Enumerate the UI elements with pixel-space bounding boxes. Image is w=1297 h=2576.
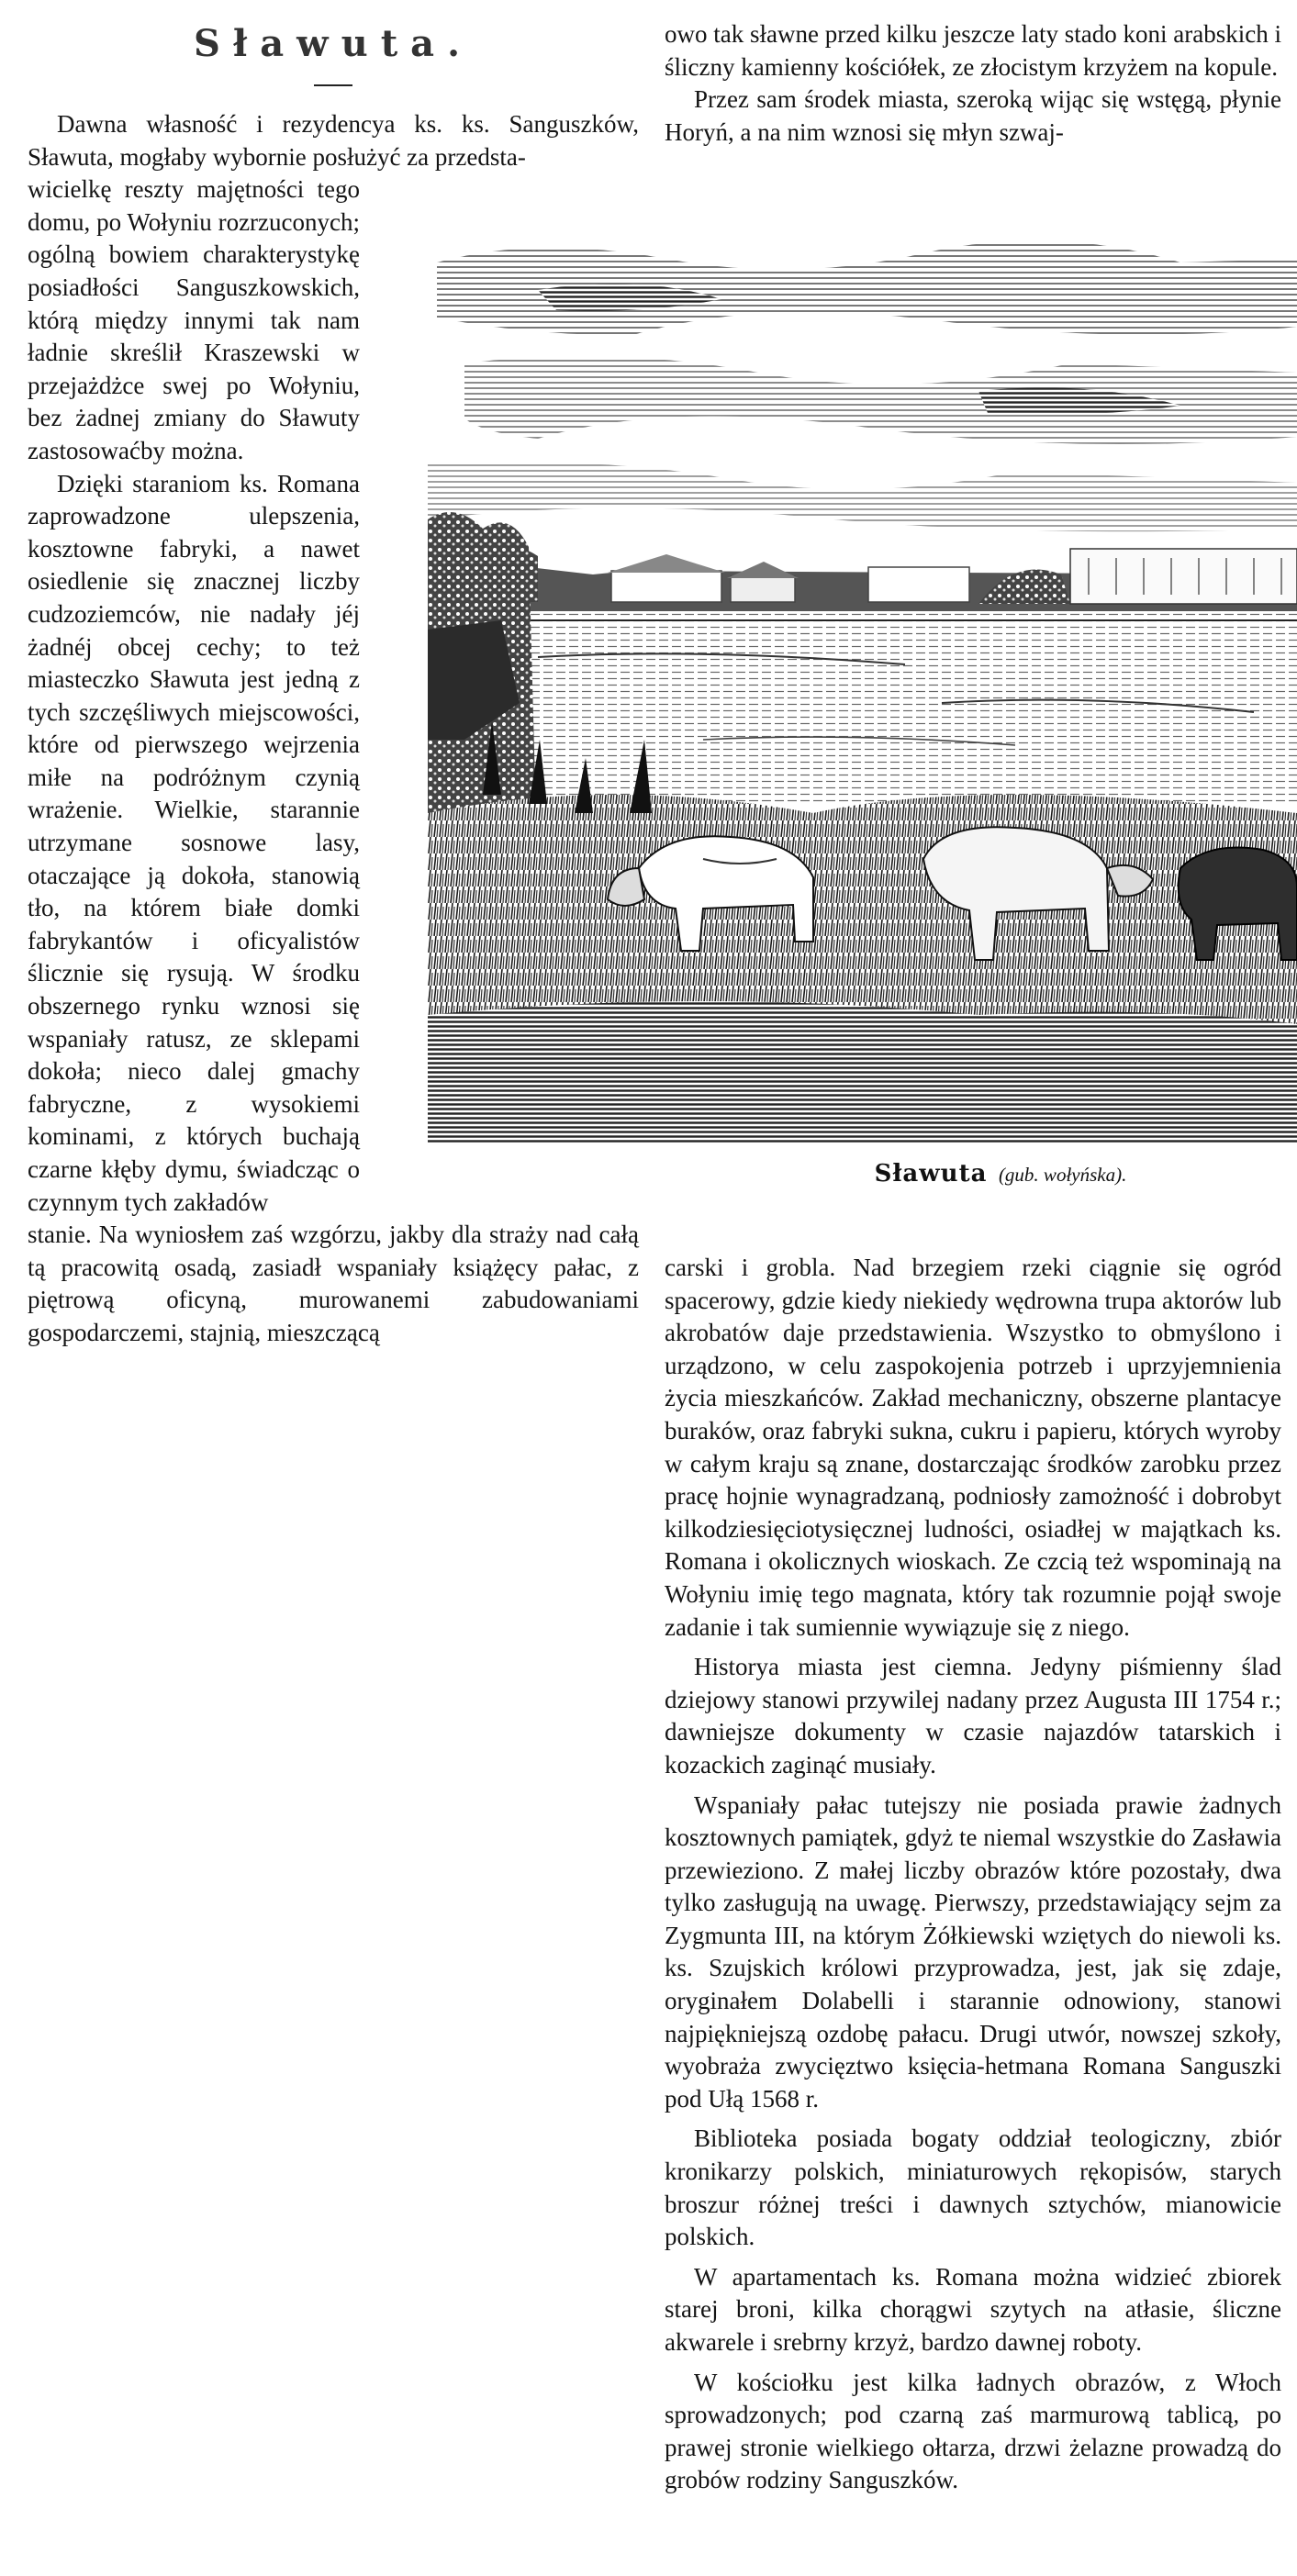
paragraph-roman: Dzięki staraniom ks. Romana zaprowadzone ulepszenia, kosztowne fabryki, a nawet osiedlenie się znacznej liczby cudzoziemców, nie nadały jéj żadnéj obcej cechy; to też miasteczko Sławuta jest jedną z tych szczęśliwych miejscowości, które od pierwszego wejrzenia miłe na podróżnym czynią wrażenie. Wielkie, starannie utrzymane sosnowe lasy, otaczające ją dokoła, stanowią tło, na którem białe domki fabrykantów i oficyalistów ślicznie się rysują. W środku obszernego rynku wznosi się wspaniały ratusz, ze sklepami dokoła; nieco dalej gmachy fabryczne, z wysokiemi kominami, z których buchają czarne kłęby dymu, świadcząc o czynnym tych zakładów	[28, 469, 360, 1216]
paragraph-history: Historya miasta jest ciemna. Jedyny piśmienny ślad dziejowy stanowi przywilej nadany przez Augusta III 1754 r.; dawniejsze dokumenty w czasie najazdów tatarskich i kozackich zaginąć musiały.	[665, 1653, 1281, 1779]
article-title: Sławuta.	[193, 22, 474, 65]
paragraph-intro-continued: wicielkę reszty majętności tego domu, po Wołyniu rozrzuconych; ogólną bowiem charakterystykę posiadłości Sanguszkowskich, którą między innymi tak nam ładnie skreślił Kraszewski w przejażdżce swej po Wołyniu, bez żadnej zmiany do Sławuty zastosowaćby można.	[28, 175, 360, 464]
paragraph-palace: stanie. Na wyniosłem zaś wzgórzu, jakby dla straży nad całą tą pracowitą osadą, zasiadł wspaniały książęcy pałac, z piętrową oficyną, murowanemi zabudowaniami gospodarczemi, stajnią, mieszczącą	[28, 1221, 639, 1346]
paragraph-apartments: W apartamentach ks. Romana można widzieć zbiorek starej broni, kilka chorągwi szytych na atłasie, śliczne akwarele i srebrny krzyż, bardzo dawnej roboty.	[665, 2262, 1281, 2356]
paragraph-church: W kościołku jest kilka ładnych obrazów, z Włoch sprowadzonych; pod czarną zaś marmurową tablicą, po prawej stronie wielkiego ołtarza, drzwi żelazne prowadzą do grobów rodziny Sanguszków.	[665, 2368, 1281, 2494]
slawuta-engraving	[428, 226, 1297, 1143]
figure-caption	[817, 1160, 1184, 1188]
caption-subtitle: (gub. wołyńska).	[998, 1164, 1127, 1186]
paragraph-intro: Dawna własność i rezydencya ks. ks. Sanguszków, Sławuta, mogłaby wybornie posłużyć za przedsta-	[28, 110, 639, 171]
paragraph-stud: owo tak sławne przed kilku jeszcze laty stado koni arabskich i śliczny kamienny kościółek, ze złocistym krzyżem na kopule.	[665, 20, 1281, 81]
paragraph-palace-paintings: Wspaniały pałac tutejszy nie posiada prawie żadnych kosztownych pamiątek, gdyż te niemal wszystkie do Zasławia przewieziono. Z małej liczby obrazów które pozostały, dwa tylko zasługują na uwagę. Pierwszy, przedstawiający sejm za Zygmunta III, na którym Żółkiewski wziętych do niewoli ks. ks. Szujskich królowi przyprowadza, jest, jak się zdaje, oryginałem Dolabelli i starannie odnowiony, stanowi najpiękniejszą ozdobę pałacu. Drugi utwór, nowszej szkoły, wyobraża zwycięztwo księcia-hetmana Romana Sanguszki pod Ułą 1568 r.	[665, 1790, 1281, 2113]
paragraph-library: Biblioteka posiada bogaty oddział teologiczny, zbiór kronikarzy polskich, miniaturowych rękopisów, starych broszur różnej treści i dawnych sztychów, mianowicie polskich.	[665, 2124, 1281, 2251]
right-column-top	[665, 18, 1281, 149]
engraving-illustration	[428, 226, 1297, 1143]
title-rule	[314, 84, 352, 86]
paragraph-horyn: Przez sam środek miasta, szeroką wijąc się wstęgą, płynie Horyń, a na nim wznosi się młyn szwaj-	[665, 85, 1281, 146]
right-column-bottom	[665, 1252, 1281, 2497]
caption-title: Sławuta	[874, 1160, 988, 1188]
paragraph-mill: carski i grobla. Nad brzegiem rzeki ciągnie się ogród spacerowy, gdzie kiedy niekiedy wędrowna trupa aktorów lub akrobatów daje przedstawienia. Wszystko to obmyślono i urządzono, w celu zaspokojenia potrzeb i uprzyjemnienia życia mieszkańców. Zakład mechaniczny, obszerne plantacye buraków, oraz fabryki sukna, cukru i papieru, których wyroby w całym kraju są znane, dostarczając środków zarobku przez pracę hojnie wynagradzaną, podniosły zamożność i dobrobyt kilkodziesięciotysięcznej ludności, osiadłej w majątkach ks. Romana i okolicznych wioskach. Ze czcią też wspominają na Wołyniu imię tego magnata, który tak rozumnie pojął swoje zadanie i tak sumiennie wywiązuje się z niego.	[665, 1254, 1281, 1641]
